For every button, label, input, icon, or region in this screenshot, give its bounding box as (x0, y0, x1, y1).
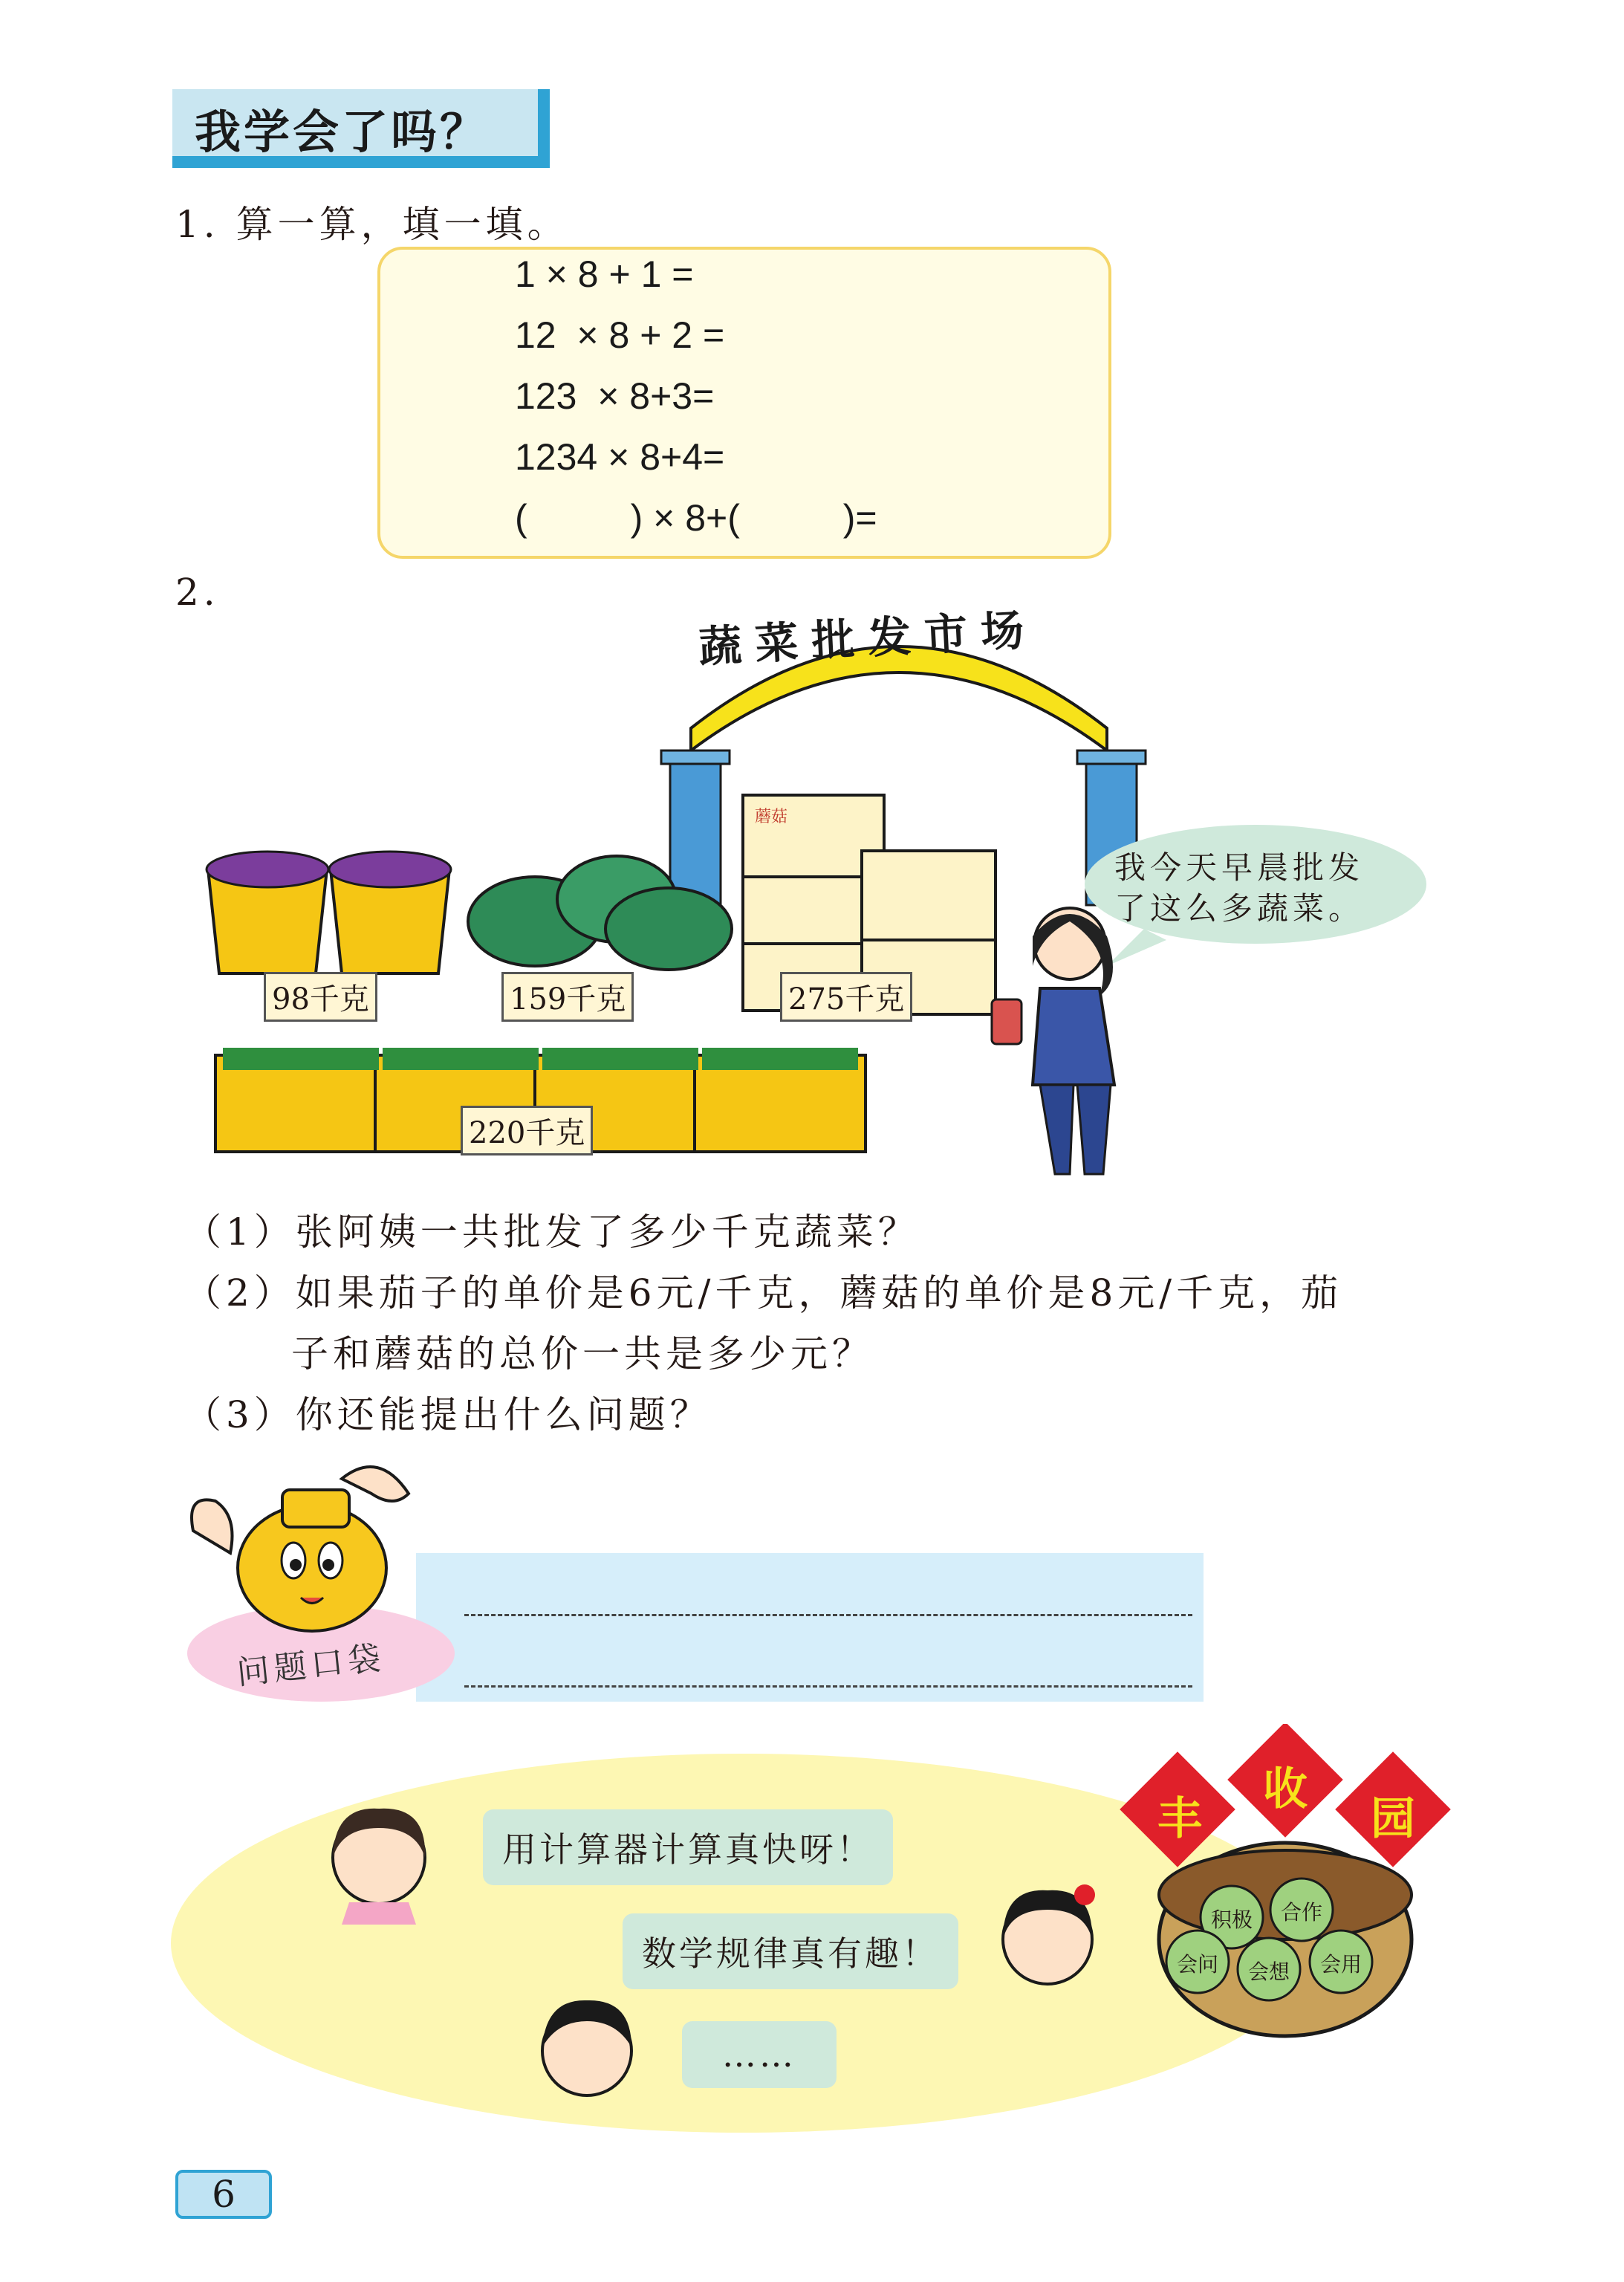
eggplant-baskets (207, 852, 451, 973)
answer-line-2[interactable] (464, 1685, 1192, 1688)
calculator-icon (992, 999, 1022, 1044)
girl-face-2 (1003, 1884, 1095, 1984)
market-sign: 蔬菜批发市场 (697, 604, 1039, 672)
basket-word-4: 会想 (1248, 1960, 1290, 1984)
girl-face-1 (333, 1809, 425, 1925)
pocket-writing-band (416, 1553, 1204, 1702)
harvest-char-3: 园 (1371, 1793, 1415, 1845)
calc-line-3: 123 × 8+3= (515, 375, 715, 417)
speech-line-2: 了这么多蔬菜。 (1114, 890, 1365, 927)
bubble-ellipsis: …… (682, 2021, 837, 2088)
speech-line-1: 我今天早晨批发 (1114, 849, 1365, 886)
mushroom-weight: 275千克 (780, 972, 912, 1022)
page-number: 6 (212, 2173, 236, 2216)
pocket-mascot-icon (171, 1449, 423, 1642)
calc-line-4: 1234 × 8+4= (515, 436, 725, 478)
q2-number: 2. (175, 571, 220, 614)
woman-figure (992, 908, 1114, 1174)
basket-word-3: 会问 (1177, 1952, 1219, 1977)
q2-sub-2: （2）如果茄子的单价是6元/千克，蘑菇的单价是8元/千克，茄 (184, 1271, 1343, 1315)
calc-line-1: 1 × 8 + 1 = (515, 253, 694, 295)
pocket-label: 问题口袋 (235, 1638, 387, 1693)
boy-face (542, 2000, 631, 2095)
vegetable-weight: 159千克 (501, 972, 634, 1022)
q2-sub-2-cont: 子和蘑菇的总价一共是多少元？ (291, 1332, 874, 1375)
pillar-cap-right (1077, 751, 1146, 764)
mushroom-box-label: 蘑菇 (755, 808, 788, 826)
basket-word-1: 积极 (1211, 1907, 1253, 1932)
bubble-calculator: 用计算器计算真快呀！ (483, 1809, 893, 1885)
basket-word-5: 会用 (1320, 1952, 1362, 1977)
q1-title: 1. 算一算，填一填。 (175, 203, 569, 246)
harvest-char-2: 收 (1263, 1763, 1308, 1815)
harvest-char-1: 丰 (1157, 1793, 1202, 1845)
calc-line-5: ( ) × 8+( )= (515, 497, 877, 539)
bubble-pattern: 数学规律真有趣！ (623, 1913, 958, 1989)
pillar-cap-left (661, 751, 730, 764)
q2-sub-1: （1）张阿姨一共批发了多少千克蔬菜？ (184, 1210, 920, 1254)
eggplant-weight: 98千克 (264, 972, 377, 1022)
basket-word-2: 合作 (1281, 1900, 1323, 1925)
pillar-left (670, 764, 721, 905)
calc-line-2: 12 × 8 + 2 = (515, 314, 725, 356)
cucumber-weight: 220千克 (461, 1106, 593, 1155)
section-heading: 我学会了吗？ (195, 105, 490, 159)
q2-sub-3: （3）你还能提出什么问题？ (184, 1393, 712, 1436)
answer-line-1[interactable] (464, 1614, 1192, 1616)
